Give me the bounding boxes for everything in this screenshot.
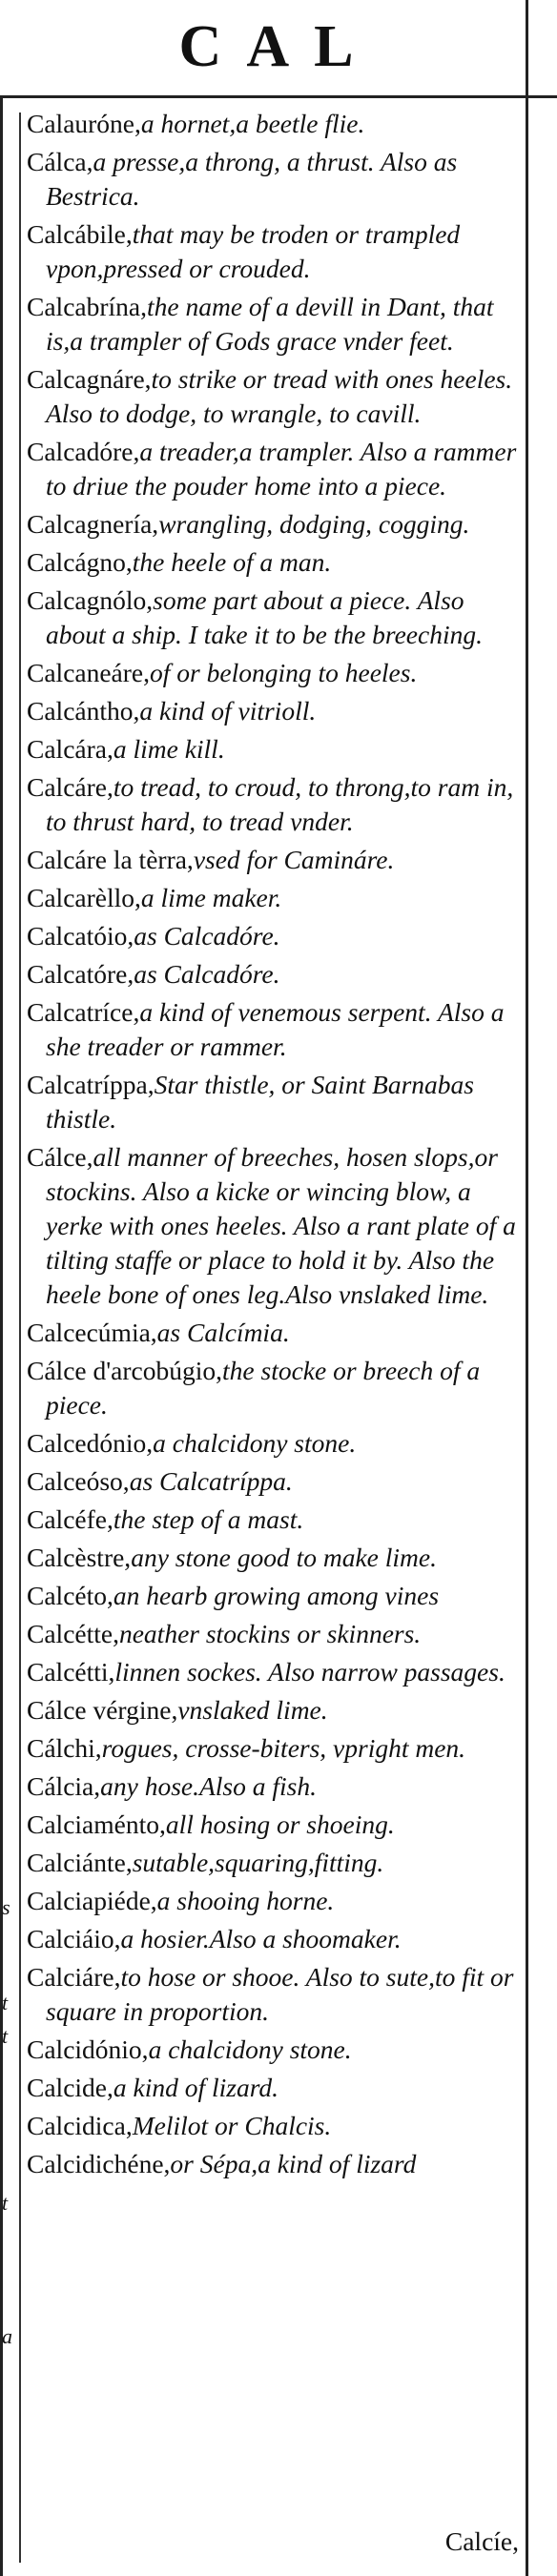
column-divider-rule	[19, 112, 21, 2563]
definition: linnen sockes. Also narrow passages.	[114, 1657, 505, 1687]
dictionary-entry	[27, 217, 523, 286]
definition: any stone good to make lime.	[131, 1543, 437, 1572]
headword: Calciáre,	[27, 1962, 121, 1992]
dictionary-entry	[27, 545, 523, 580]
headword: Calcadóre,	[27, 437, 140, 466]
dictionary-entry	[27, 583, 523, 652]
margin-mark: a	[2, 2324, 12, 2348]
definition: a kind of vitrioll.	[139, 696, 317, 726]
definition: all manner of breeches, hosen slops,or stockins. Also a kicke or wincing blow, a yerke with ones heeles. Also a rant plate of a tilting staffe or place to hold it by. Also the heele bone of ones leg.Also vnslaked lime.	[46, 1142, 516, 1309]
headword: Calcéto,	[27, 1581, 113, 1610]
definition: as Calcímia.	[156, 1318, 290, 1347]
dictionary-entry	[27, 1354, 523, 1422]
definition: a lime kill.	[113, 734, 225, 764]
dictionary-entry	[27, 107, 523, 141]
margin-mark: t	[2, 1991, 9, 2014]
definition: a hosier.Also a shoomaker.	[120, 1924, 402, 1953]
definition: a kind of venemous serpent. Also a she treader or rammer.	[46, 997, 505, 1061]
dictionary-entry	[27, 1846, 523, 1880]
margin-marks	[2, 0, 19, 2576]
definition: wrangling, dodging, cogging.	[158, 509, 470, 539]
headword: Calcagnáre,	[27, 364, 152, 394]
definition: the stocke or breech of a piece.	[46, 1356, 481, 1420]
definition: a hornet,a beetle flie.	[140, 109, 365, 138]
dictionary-entry	[27, 1922, 523, 1956]
definition: all hosing or shoeing.	[165, 1809, 395, 1839]
dictionary-entry	[27, 770, 523, 839]
dictionary-entry	[27, 656, 523, 690]
dictionary-entry	[27, 2071, 523, 2105]
headword: Cálca,	[27, 147, 93, 176]
headword: Cálce vérgine,	[27, 1695, 178, 1725]
headword: Calcabrína,	[27, 292, 147, 321]
headword: Calcidichéne,	[27, 2149, 171, 2178]
definition: Melilot or Chalcis.	[132, 2111, 332, 2140]
dictionary-entry	[27, 919, 523, 953]
definition: a shooing horne.	[156, 1886, 335, 1915]
dictionary-entry	[27, 2109, 523, 2143]
definition: a chalcidony stone.	[148, 2034, 352, 2064]
headword: Calcára,	[27, 734, 113, 764]
dictionary-entry	[27, 1884, 523, 1918]
definition: the step of a mast.	[113, 1504, 304, 1534]
dictionary-entry	[27, 1503, 523, 1537]
dictionary-entry	[27, 694, 523, 728]
dictionary-entry	[27, 1693, 523, 1728]
definition: an hearb growing among vines	[113, 1581, 440, 1610]
headword: Calcèstre,	[27, 1543, 132, 1572]
definition: of or belonging to heeles.	[150, 658, 418, 687]
dictionary-entry	[27, 1769, 523, 1804]
definition: some part about a piece. Also about a ship. I take it to be the breeching.	[46, 585, 483, 649]
headword: Cálce,	[27, 1142, 93, 1172]
headword: Calciapiéde,	[27, 1886, 157, 1915]
headword: Calciánte,	[27, 1848, 133, 1877]
definition: a chalcidony stone.	[153, 1428, 357, 1458]
dictionary-entry	[27, 843, 523, 877]
dictionary-entry	[27, 732, 523, 767]
headword: Calcecúmia,	[27, 1318, 157, 1347]
definition: as Calcadóre.	[134, 959, 280, 989]
headword: Calcatríppa,	[27, 1070, 155, 1099]
headword: Cálce d'arcobúgio,	[27, 1356, 223, 1385]
headword: Calcarèllo,	[27, 883, 141, 912]
headword: Calcidónio,	[27, 2034, 149, 2064]
catchword: Calcíe,	[444, 2526, 519, 2556]
headword: Calcágno,	[27, 547, 133, 577]
dictionary-entry	[27, 1068, 523, 1136]
headword: Calceóso,	[27, 1466, 130, 1496]
headword: Calcéfe,	[27, 1504, 113, 1534]
definition: neather stockins or skinners.	[118, 1619, 422, 1648]
headword: Calcétte,	[27, 1619, 119, 1648]
headword: Calcatóre,	[27, 959, 134, 989]
dictionary-entry	[27, 995, 523, 1064]
entry-list	[27, 107, 523, 2185]
dictionary-entry	[27, 1541, 523, 1575]
definition: sutable,squaring,fitting.	[132, 1848, 384, 1877]
definition: Star thistle, or Saint Barnabas thistle.	[46, 1070, 474, 1134]
margin-mark: t	[2, 2191, 9, 2215]
headword: Calcatríce,	[27, 997, 140, 1027]
definition: the heele of a man.	[132, 547, 332, 577]
definition: as Calcatríppa.	[129, 1466, 293, 1496]
headword: Calauróne,	[27, 109, 141, 138]
dictionary-entry	[27, 1731, 523, 1766]
dictionary-entry	[27, 1808, 523, 1842]
headword: Calcántho,	[27, 696, 140, 726]
dictionary-entry	[27, 1316, 523, 1350]
definition: or Sépa,a kind of lizard	[170, 2149, 417, 2178]
definition: a lime maker.	[140, 883, 282, 912]
headword: Calcétti,	[27, 1657, 115, 1687]
dictionary-entry	[27, 435, 523, 503]
headword: Cálcia,	[27, 1771, 101, 1801]
dictionary-entry	[27, 881, 523, 915]
headword: Calcidica,	[27, 2111, 133, 2140]
dictionary-entry	[27, 1464, 523, 1499]
dictionary-entry	[27, 1579, 523, 1613]
dictionary-entry	[27, 290, 523, 358]
headword: Cálchi,	[27, 1733, 102, 1763]
definition: vnslaked lime.	[177, 1695, 328, 1725]
dictionary-entry	[27, 2147, 523, 2181]
definition: to tread, to croud, to throng,to ram in, to thrust hard, to tread vnder.	[46, 772, 514, 836]
dictionary-entry	[27, 145, 523, 214]
headword: Calcedónio,	[27, 1428, 154, 1458]
definition: a treader,a trampler. Also a rammer to driue the pouder home into a piece.	[46, 437, 517, 501]
headword: Calciáio,	[27, 1924, 121, 1953]
definition: to hose or shooe. Also to sute,to fit or square in proportion.	[46, 1962, 514, 2026]
headword: Calcagnería,	[27, 509, 159, 539]
margin-mark: s	[2, 1895, 10, 1919]
headword: Calcide,	[27, 2073, 113, 2102]
dictionary-entry	[27, 1960, 523, 2029]
definition: rogues, crosse-biters, vpright men.	[101, 1733, 466, 1763]
definition: that may be troden or trampled vpon,pressed or crouded.	[46, 219, 461, 283]
dictionary-entry	[27, 1617, 523, 1651]
dictionary-entry	[27, 1655, 523, 1689]
dictionary-entry	[27, 2033, 523, 2067]
dictionary-entry	[27, 1426, 523, 1461]
headword: Calcáre,	[27, 772, 113, 802]
headword: Calcáre la tèrra,	[27, 845, 194, 874]
definition: as Calcadóre.	[134, 921, 280, 951]
dictionary-entry	[27, 362, 523, 431]
definition: to strike or tread with ones heeles. Also to dodge, to wrangle, to cavill.	[46, 364, 513, 428]
definition: vsed for Camináre.	[193, 845, 395, 874]
definition: a kind of lizard.	[113, 2073, 279, 2102]
page-header: CAL	[178, 14, 379, 79]
header-rule	[0, 95, 557, 98]
headword: Calciaménto,	[27, 1809, 166, 1839]
margin-mark: t	[2, 2024, 9, 2048]
definition: the name of a devill in Dant, that is,a trampler of Gods grace vnder feet.	[46, 292, 494, 356]
definition: a presse,a throng, a thrust. Also as Bestrica.	[46, 147, 458, 211]
right-border-rule	[526, 0, 528, 2576]
headword: Calcaneáre,	[27, 658, 151, 687]
dictionary-entry	[27, 957, 523, 992]
headword: Calcatóio,	[27, 921, 134, 951]
definition: any hose.Also a fish.	[100, 1771, 317, 1801]
dictionary-entry	[27, 507, 523, 542]
headword: Calcábile,	[27, 219, 133, 249]
headword: Calcagnólo,	[27, 585, 154, 615]
dictionary-entry	[27, 1140, 523, 1312]
